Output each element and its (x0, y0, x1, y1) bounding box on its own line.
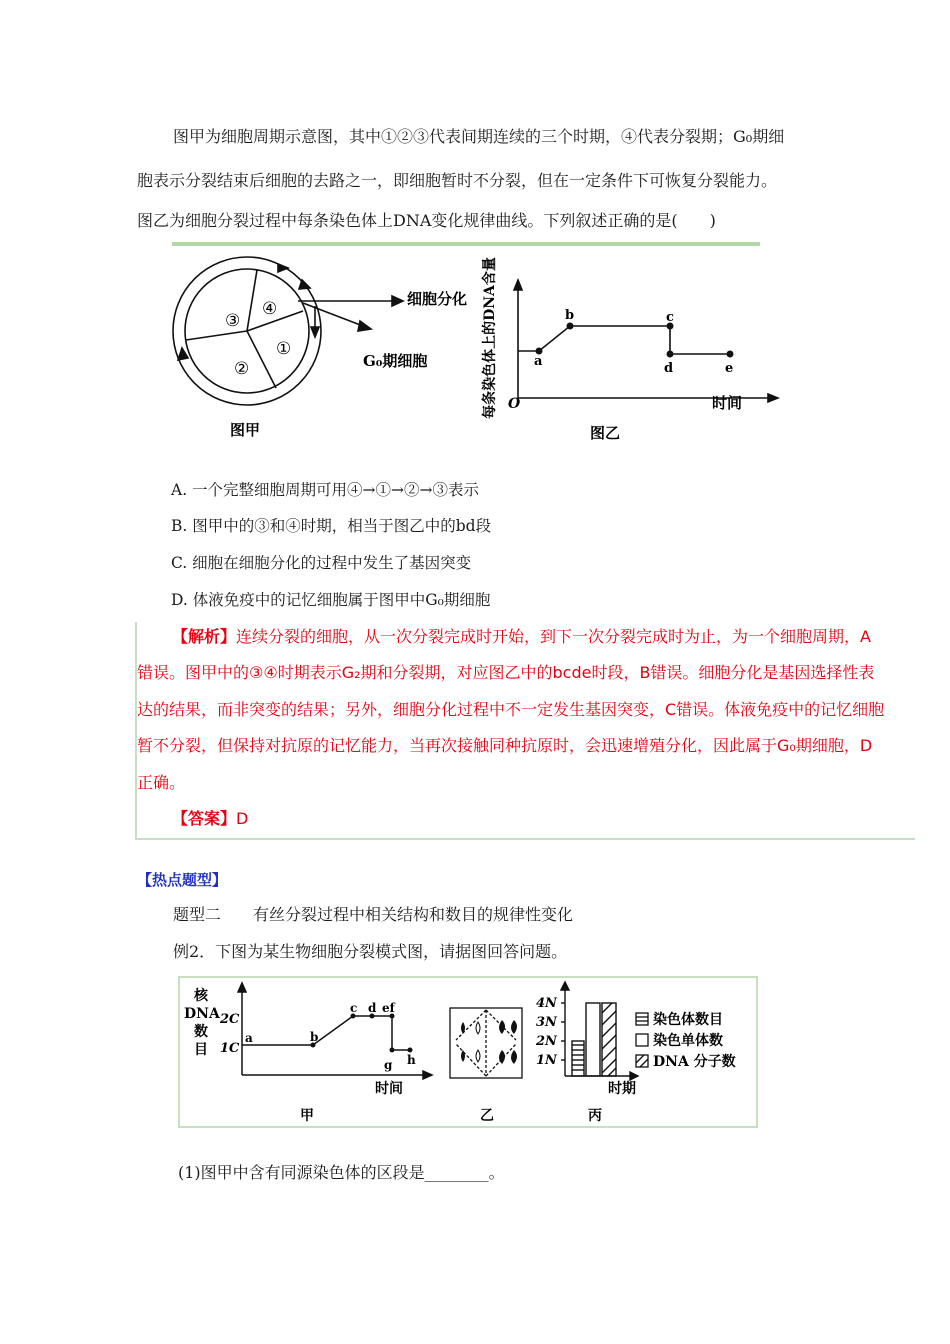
point-d: d (664, 361, 674, 376)
figure-jia-caption: 图甲 (230, 421, 261, 439)
jia-ylabel-3: 数 (194, 1024, 208, 1040)
analysis-line1 (172, 627, 871, 647)
type-line: 题型二 有丝分裂过程中相关结构和数目的规律性变化 (173, 905, 574, 924)
cell-cycle-diagram (173, 257, 403, 405)
answer-tag: 【答案】 (172, 809, 237, 828)
g0-cell-label: G₀期细胞 (363, 352, 428, 370)
bing-legend-swatches (636, 1013, 648, 1067)
cycle-segment-1: ① (276, 339, 292, 359)
figure1-cell-cycle-and-curve (160, 248, 780, 448)
curve-points (536, 323, 734, 358)
figure-yi-caption: 图乙 (590, 424, 621, 442)
jia-caption: 甲 (300, 1108, 314, 1124)
figure2-diagrams (180, 978, 756, 1126)
curve-ylabel: 每条染色体上的DNA含量 (482, 257, 498, 419)
legend-chromatid: 染色单体数 (653, 1033, 723, 1049)
answer-value: D (236, 809, 249, 828)
figure2-bing-chart (561, 982, 638, 1080)
analysis-tag: 【解析】 (172, 627, 237, 646)
jia-tick-1c: 1C (220, 1041, 240, 1056)
option-b: B. 图甲中的③和④时期，相当于图乙中的bd段 (171, 517, 492, 535)
option-c: C. 细胞在细胞分化的过程中发生了基因突变 (171, 554, 472, 572)
bing-caption: 丙 (588, 1108, 602, 1124)
figure2-yi-cell (450, 1008, 522, 1078)
legend-dna: DNA 分子数 (653, 1054, 736, 1070)
differentiation-label: 细胞分化 (407, 290, 468, 308)
option-d: D. 体液免疫中的记忆细胞属于图甲中G₀期细胞 (171, 591, 491, 609)
jia-point-b: b (310, 1030, 319, 1044)
cycle-segment-4: ④ (262, 299, 278, 319)
curve-origin: O (508, 396, 521, 412)
bing-tick-3n: 3N (536, 1015, 557, 1030)
yi-caption: 乙 (480, 1108, 494, 1124)
analysis-line2: 错误。图甲中的③④时期表示G₂期和分裂期，对应图乙中的bcde时段，B错误。细胞分化是基因选择性表 (137, 663, 875, 682)
jia-ylabel-2: DNA (184, 1006, 220, 1022)
cycle-segment-3: ③ (225, 311, 241, 331)
jia-point-a: a (245, 1031, 253, 1045)
question-sub1: (1)图甲中含有同源染色体的区段是________。 (178, 1163, 505, 1182)
question1-line1: 图甲为细胞周期示意图，其中①②③代表间期连续的三个时期，④代表分裂期；G₀期细 (173, 127, 785, 146)
option-a: A. 一个完整细胞周期可用④→①→②→③表示 (171, 481, 480, 499)
point-b: b (565, 308, 575, 323)
cycle-segment-2: ② (234, 359, 250, 379)
bing-tick-4n: 4N (536, 996, 557, 1011)
answer-line (172, 809, 248, 829)
analysis-line5: 正确。 (137, 773, 186, 792)
hot-topic-tag: 【热点题型】 (137, 871, 228, 889)
analysis-box (135, 622, 915, 840)
question1-line3: 图乙为细胞分裂过程中每条染色体上DNA变化规律曲线。下列叙述正确的是( ) (137, 211, 716, 230)
legend-chromosome: 染色体数目 (653, 1012, 723, 1028)
jia-point-h: h (407, 1053, 416, 1067)
bing-tick-1n: 1N (536, 1053, 557, 1068)
figure-top-rule (172, 242, 760, 246)
curve-xlabel: 时间 (712, 394, 743, 412)
jia-ylabel-1: 核 (194, 988, 208, 1004)
yi-chromosomes (461, 1020, 517, 1064)
jia-point-d: d (368, 1001, 377, 1015)
dna-curve (514, 280, 778, 402)
jia-tick-2c: 2C (220, 1012, 240, 1027)
analysis-line3: 达的结果，而非突变的结果；另外，细胞分化过程中不一定发生基因突变，C错误。体液免疫中的记忆细胞 (137, 700, 885, 719)
jia-xlabel: 时间 (375, 1081, 403, 1097)
point-c: c (666, 310, 674, 325)
example-line: 例2．下图为某生物细胞分裂模式图，请据图回答问题。 (173, 942, 568, 961)
question1-line2: 胞表示分裂结束后细胞的去路之一，即细胞暂时不分裂，但在一定条件下可恢复分裂能力。 (137, 171, 778, 190)
analysis-line4: 暂不分裂，但保持对抗原的记忆能力，当再次接触同种抗原时，会迅速增殖分化，因此属于G₀期细胞，D (137, 736, 873, 755)
jia-point-c: c (350, 1001, 358, 1015)
figure2-jia-chart (238, 983, 432, 1079)
point-a: a (534, 354, 543, 369)
point-e: e (725, 361, 734, 376)
analysis-text1: 连续分裂的细胞，从一次分裂完成时开始，到下一次分裂完成时为止，为一个细胞周期，A (236, 627, 871, 646)
jia-ylabel-4: 目 (194, 1042, 208, 1058)
jia-point-ef: ef (382, 1001, 395, 1015)
bing-tick-2n: 2N (536, 1034, 557, 1049)
bing-xlabel: 时期 (608, 1081, 636, 1097)
jia-point-g: g (384, 1058, 393, 1072)
